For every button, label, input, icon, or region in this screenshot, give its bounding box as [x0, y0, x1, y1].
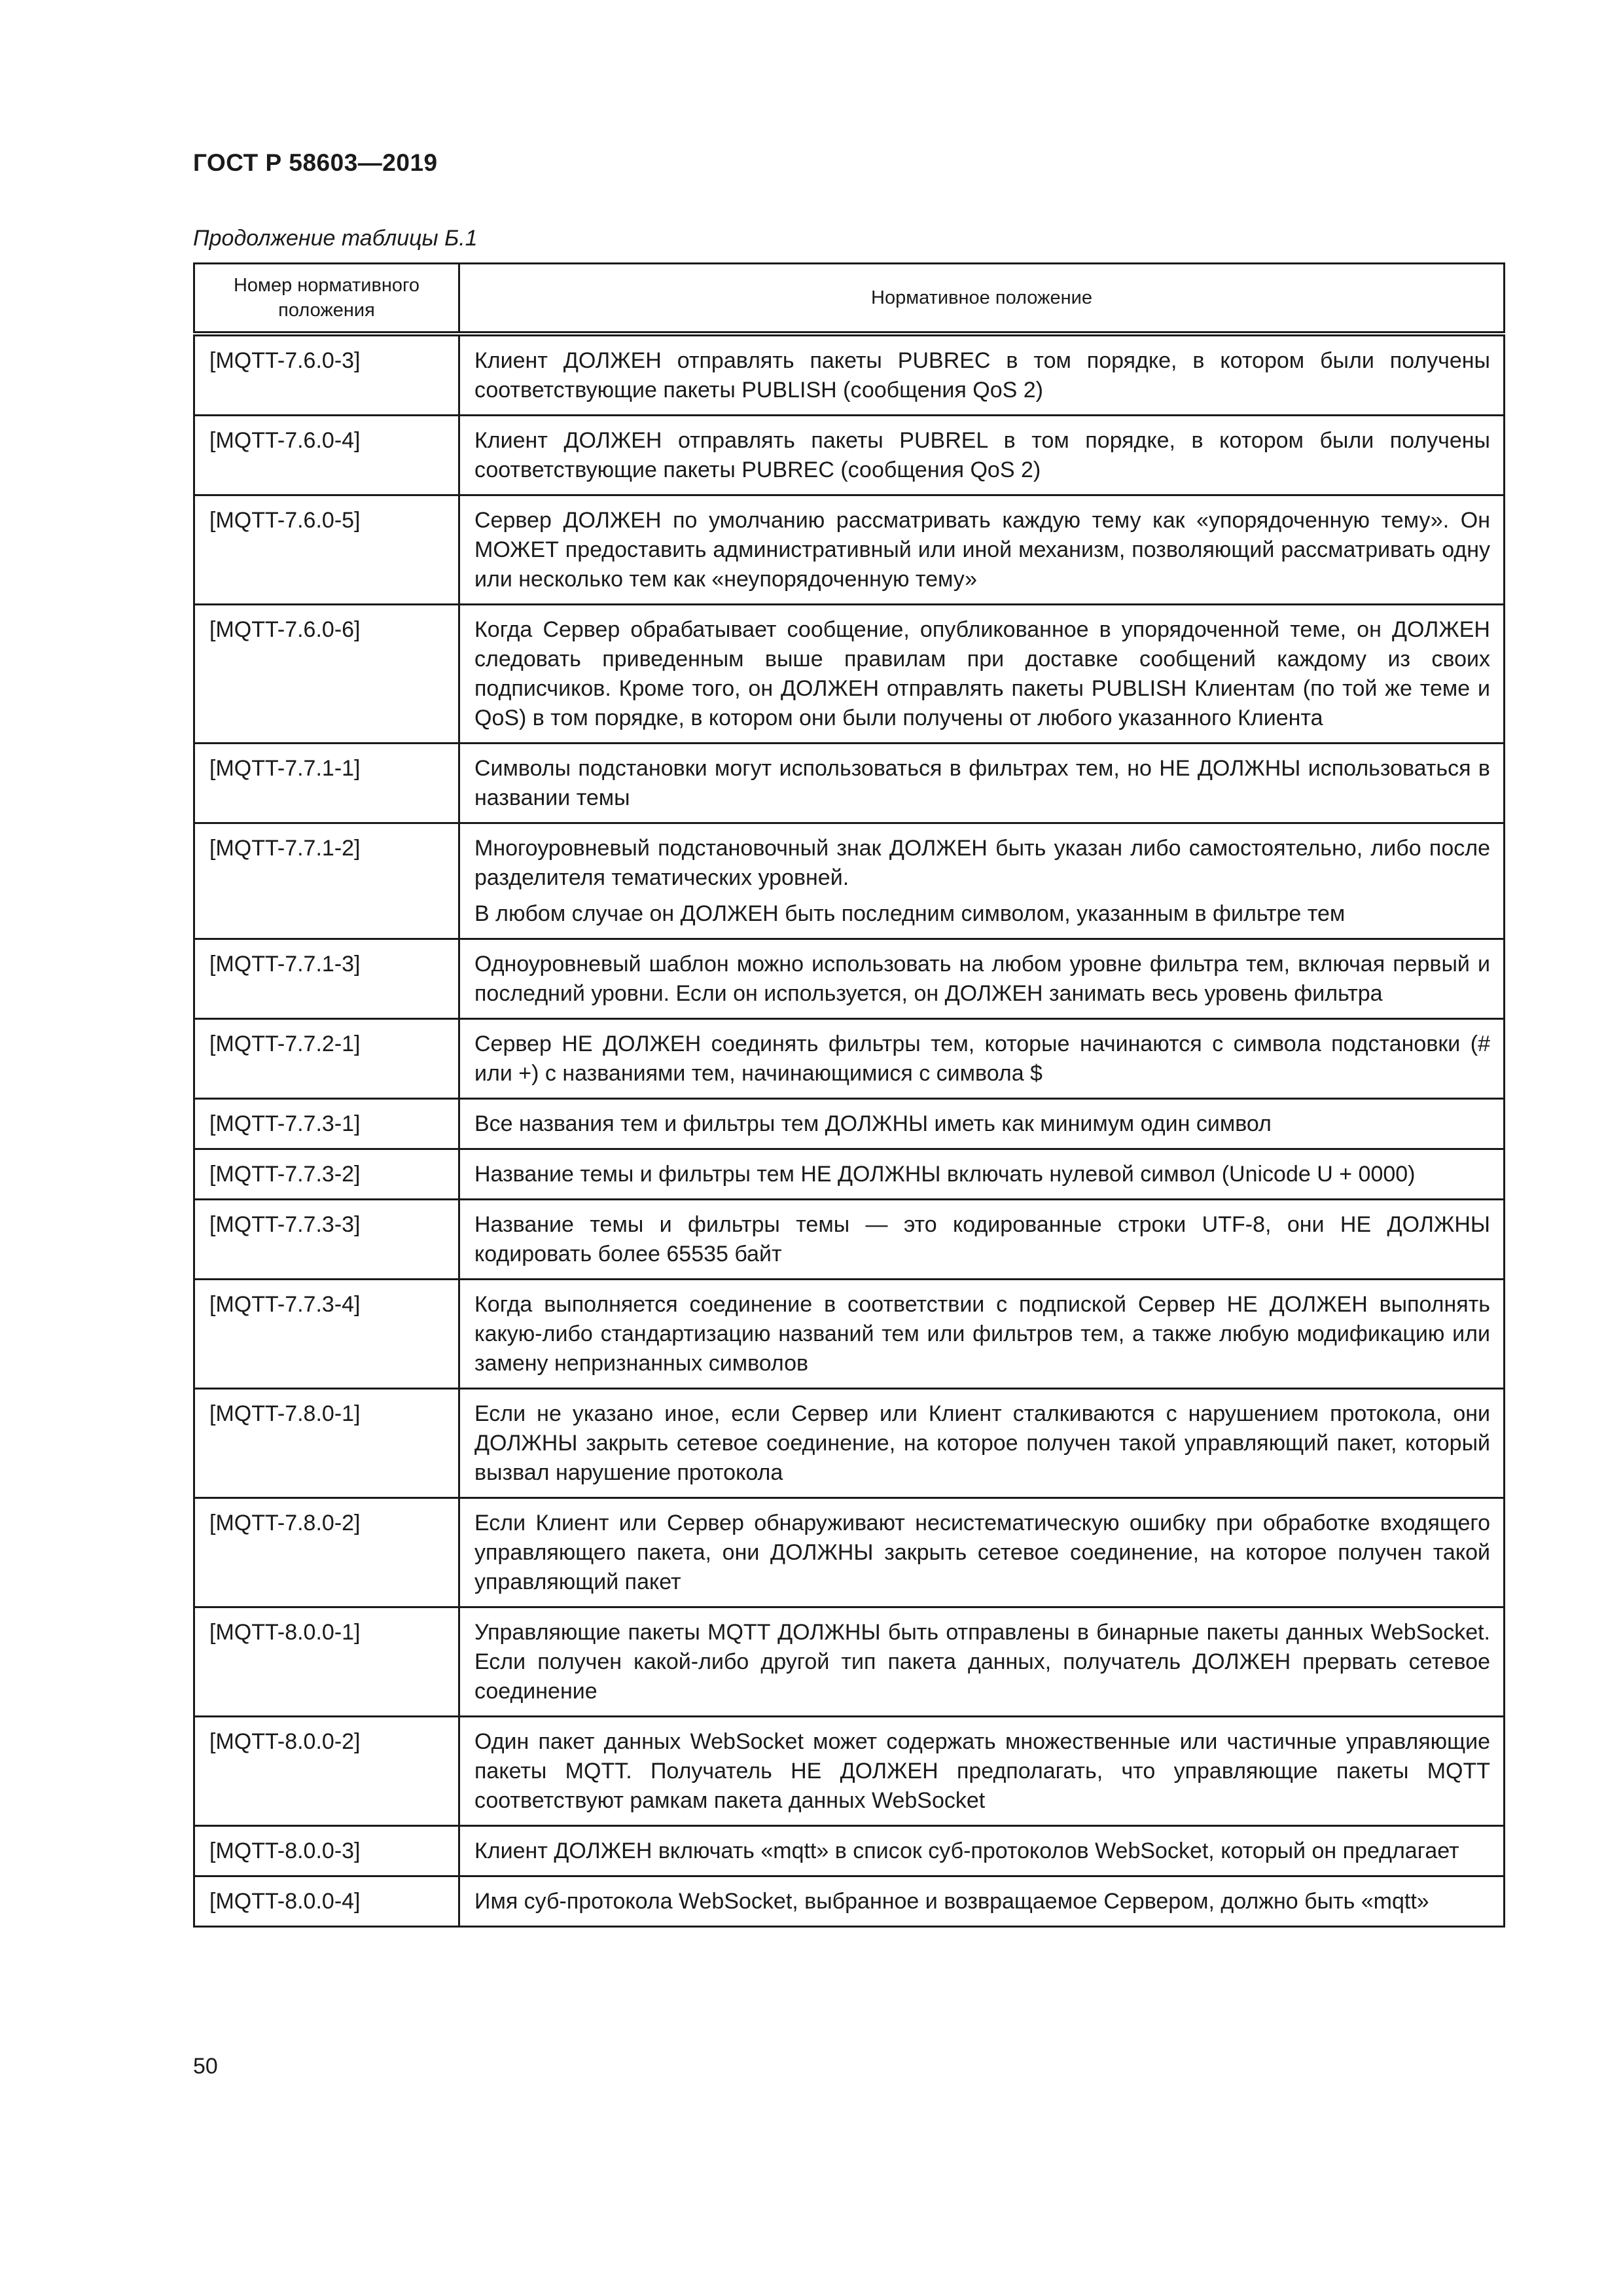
requirement-paragraph: Если Клиент или Сервер обнаруживают несистематическую ошибку при обработке входящего управляющего пакета, они ДОЛЖНЫ закрыть сетевое соединение, на которое получен такой управляющий пакет — [474, 1511, 1490, 1594]
requirement-paragraph: Название темы и фильтры темы — это кодированные строки UTF-8, они НЕ ДОЛЖНЫ кодировать более 65535 байт — [474, 1212, 1490, 1266]
requirement-paragraph: Клиент ДОЛЖЕН отправлять пакеты PUBREL в том порядке, в котором были получены соответствующие пакеты PUBREC (сообщения QoS 2) — [474, 428, 1490, 482]
requirement-code: [MQTT-7.8.0-2] — [194, 1498, 459, 1607]
requirement-code: [MQTT-7.6.0-6] — [194, 605, 459, 744]
requirement-paragraph: Название темы и фильтры тем НЕ ДОЛЖНЫ включать нулевой символ (Unicode U + 0000) — [474, 1162, 1416, 1187]
table-row — [194, 1200, 1505, 1280]
requirement-paragraph: Все названия тем и фильтры тем ДОЛЖНЫ иметь как минимум один символ — [474, 1111, 1272, 1136]
requirement-paragraph: Один пакет данных WebSocket может содержать множественные или частичные управляющие пакеты MQTT. Получатель НЕ ДОЛЖЕН предполагать, что управляющие пакеты MQTT соответствуют рамкам пакета данных WebSocket — [474, 1729, 1490, 1813]
table-row — [194, 1389, 1505, 1498]
requirement-text — [459, 334, 1505, 416]
requirement-code: [MQTT-7.6.0-5] — [194, 495, 459, 605]
requirement-text — [459, 744, 1505, 823]
table-row — [194, 1607, 1505, 1717]
requirement-paragraph: Если не указано иное, если Сервер или Клиент сталкиваются с нарушением протокола, они ДОЛЖНЫ закрыть сетевое соединение, на которое получен такой управляющий пакет, который вызвал нарушение протокола — [474, 1401, 1490, 1485]
table-header-row — [194, 264, 1505, 334]
requirement-text — [459, 1019, 1505, 1099]
requirement-code: [MQTT-7.7.1-2] — [194, 823, 459, 939]
table-row — [194, 416, 1505, 495]
requirement-text — [459, 605, 1505, 744]
requirement-text — [459, 1826, 1505, 1876]
requirement-text — [459, 1876, 1505, 1927]
requirements-table — [193, 262, 1505, 1928]
requirement-paragraph: Клиент ДОЛЖЕН включать «mqtt» в список суб-протоколов WebSocket, который он предлагает — [474, 1839, 1459, 1863]
requirement-code: [MQTT-7.7.3-4] — [194, 1280, 459, 1389]
requirement-code: [MQTT-7.7.3-1] — [194, 1099, 459, 1149]
requirement-paragraph: Символы подстановки могут использоваться в фильтрах тем, но НЕ ДОЛЖНЫ использоваться в названии темы — [474, 756, 1490, 810]
requirement-text — [459, 823, 1505, 939]
document-header: ГОСТ Р 58603—2019 — [193, 149, 438, 176]
page-number: 50 — [193, 2054, 218, 2079]
table-row — [194, 1498, 1505, 1607]
requirement-code: [MQTT-7.8.0-1] — [194, 1389, 459, 1498]
table-row — [194, 744, 1505, 823]
requirement-text — [459, 939, 1505, 1019]
requirement-code: [MQTT-8.0.0-3] — [194, 1826, 459, 1876]
requirement-code: [MQTT-7.7.2-1] — [194, 1019, 459, 1099]
table-row — [194, 334, 1505, 416]
table-row — [194, 1717, 1505, 1826]
table-row — [194, 1826, 1505, 1876]
requirement-code: [MQTT-7.7.1-1] — [194, 744, 459, 823]
requirement-code: [MQTT-7.6.0-4] — [194, 416, 459, 495]
requirement-paragraph: Когда Сервер обрабатывает сообщение, опубликованное в упорядоченной теме, он ДОЛЖЕН следовать приведенным выше правилам при доставке сообщений каждому из своих подписчиков. Кроме того, он ДОЛЖЕН отправлять пакеты PUBLISH Клиентам (по той же теме и QoS) в том порядке, в котором они были получены от любого указанного Клиента — [474, 617, 1490, 730]
requirement-code: [MQTT-7.7.3-2] — [194, 1149, 459, 1200]
requirement-text — [459, 1389, 1505, 1498]
requirement-text — [459, 1099, 1505, 1149]
requirement-code: [MQTT-7.6.0-3] — [194, 334, 459, 416]
requirement-text — [459, 1607, 1505, 1717]
table-row — [194, 1876, 1505, 1927]
table-row — [194, 605, 1505, 744]
requirement-text — [459, 1149, 1505, 1200]
requirement-text — [459, 1498, 1505, 1607]
requirement-paragraph: Клиент ДОЛЖЕН отправлять пакеты PUBREC в том порядке, в котором были получены соответствующие пакеты PUBLISH (сообщения QoS 2) — [474, 348, 1490, 403]
table-row — [194, 823, 1505, 939]
column-header-text: Нормативное положение — [459, 264, 1505, 334]
table-caption: Продолжение таблицы Б.1 — [193, 226, 478, 251]
table-row — [194, 1149, 1505, 1200]
requirement-paragraph: Управляющие пакеты MQTT ДОЛЖНЫ быть отправлены в бинарные пакеты данных WebSocket. Если получен какой-либо другой тип пакета данных, получатель ДОЛЖЕН прервать сетевое соединение — [474, 1620, 1490, 1704]
requirement-text — [459, 495, 1505, 605]
table-row — [194, 1280, 1505, 1389]
requirement-paragraph: Сервер НЕ ДОЛЖЕН соединять фильтры тем, которые начинаются с символа подстановки (# или +) с названиями тем, начинающимися с символа $ — [474, 1031, 1490, 1086]
table-row — [194, 939, 1505, 1019]
requirement-code: [MQTT-8.0.0-2] — [194, 1717, 459, 1826]
requirement-paragraph: Одноуровневый шаблон можно использовать на любом уровне фильтра тем, включая первый и последний уровни. Если он используется, он ДОЛЖЕН занимать весь уровень фильтра — [474, 952, 1490, 1006]
requirement-text — [459, 1280, 1505, 1389]
requirement-paragraph: В любом случае он ДОЛЖЕН быть последним символом, указанным в фильтре тем — [474, 901, 1346, 926]
table-row — [194, 1099, 1505, 1149]
column-header-code: Номер нормативного положения — [194, 264, 459, 334]
requirement-text — [459, 1717, 1505, 1826]
table-row — [194, 495, 1505, 605]
requirement-paragraph: Когда выполняется соединение в соответствии с подпиской Сервер НЕ ДОЛЖЕН выполнять какую-либо стандартизацию названий тем или фильтров тем, а также любую модификацию или замену непризнанных символов — [474, 1292, 1490, 1376]
requirement-code: [MQTT-8.0.0-1] — [194, 1607, 459, 1717]
requirement-paragraph: Многоуровневый подстановочный знак ДОЛЖЕН быть указан либо самостоятельно, либо после разделителя тематических уровней. — [474, 836, 1490, 890]
table-row — [194, 1019, 1505, 1099]
requirement-paragraph: Сервер ДОЛЖЕН по умолчанию рассматривать каждую тему как «упорядоченную тему». Он МОЖЕТ предоставить административный или иной механизм, позволяющий рассматривать одну или несколько тем как «неупорядоченную тему» — [474, 508, 1490, 592]
requirement-paragraph: Имя суб-протокола WebSocket, выбранное и возвращаемое Сервером, должно быть «mqtt» — [474, 1889, 1429, 1914]
requirement-text — [459, 416, 1505, 495]
table-body — [194, 334, 1505, 1927]
requirement-code: [MQTT-8.0.0-4] — [194, 1876, 459, 1927]
requirement-code: [MQTT-7.7.3-3] — [194, 1200, 459, 1280]
requirement-code: [MQTT-7.7.1-3] — [194, 939, 459, 1019]
requirement-text — [459, 1200, 1505, 1280]
